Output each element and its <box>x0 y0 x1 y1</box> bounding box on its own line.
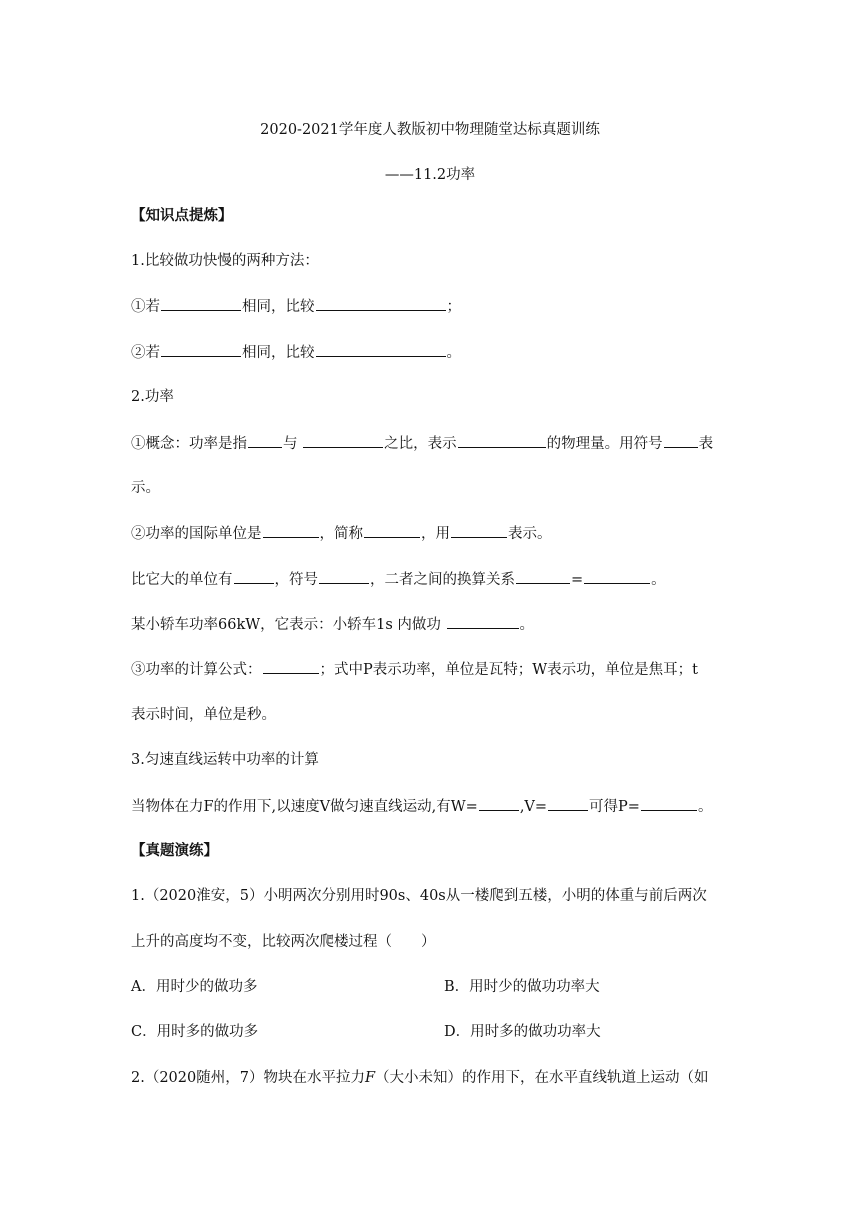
fill-blank[interactable] <box>161 296 241 311</box>
q1-option-b[interactable]: B．用时少的做功功率大 <box>444 979 600 995</box>
item2-formula-line2: 表示时间，单位是秒。 <box>131 707 276 723</box>
text-segment: 当物体在力F的作用下,以速度V做匀速直线运动,有W= <box>131 799 478 815</box>
text-segment: 比它大的单位有 <box>131 572 233 588</box>
text-segment: ，用 <box>421 526 450 542</box>
text-segment: ③功率的计算公式： <box>131 662 262 678</box>
fill-blank[interactable] <box>447 614 519 629</box>
fill-blank[interactable] <box>319 569 369 584</box>
fill-blank[interactable] <box>364 523 420 538</box>
fill-blank[interactable] <box>248 433 282 448</box>
item3-equation-line <box>131 796 712 817</box>
text-segment: 。 <box>697 799 713 815</box>
text-segment: 的物理量。用符号 <box>546 436 663 452</box>
fill-blank[interactable] <box>316 342 446 357</box>
item2-formula-line1 <box>131 659 698 680</box>
fill-blank[interactable] <box>263 659 319 674</box>
fill-blank[interactable] <box>641 796 697 811</box>
text-segment: ②若 <box>131 345 160 361</box>
q1-option-c[interactable]: C．用时多的做功多 <box>131 1024 259 1040</box>
fill-blank[interactable] <box>451 523 507 538</box>
document-title: 2020-2021学年度人教版初中物理随堂达标真题训练 <box>260 122 600 138</box>
text-segment: ②功率的国际单位是 <box>131 526 262 542</box>
q1-stem-line1: 1.（2020淮安，5）小明两次分别用时90s、40s从一楼爬到五楼，小明的体重与前后两次 <box>131 888 707 904</box>
text-segment: ①概念：功率是指 <box>131 436 247 452</box>
fill-blank[interactable] <box>516 569 570 584</box>
force-symbol: F <box>364 1070 376 1086</box>
item3-heading: 3.匀速直线运转中功率的计算 <box>131 752 319 768</box>
q1-option-a[interactable]: A．用时少的做功多 <box>131 979 258 995</box>
fill-blank[interactable] <box>458 433 546 448</box>
text-segment: 之比，表示 <box>384 436 457 452</box>
text-segment: 某小轿车功率66kW，它表示：小轿车1s 内做功 <box>131 617 446 633</box>
fill-blank[interactable] <box>303 433 383 448</box>
text-segment: 表示。 <box>508 526 552 542</box>
text-segment: 。 <box>446 345 461 361</box>
item2-concept-line2: 示。 <box>131 480 160 496</box>
text-segment: 可得P= <box>589 799 640 815</box>
text-segment: 相同，比较 <box>242 299 315 315</box>
item2-unit-line <box>131 523 552 544</box>
text-segment: 2.（2020随州，7）物块在水平拉力 <box>131 1070 365 1086</box>
item2-concept-line1 <box>131 433 713 454</box>
text-segment: ，简称 <box>319 526 363 542</box>
section-heading-knowledge: 【知识点提炼】 <box>131 207 233 224</box>
item1-heading: 1.比较做功快慢的两种方法： <box>131 253 319 269</box>
fill-blank[interactable] <box>584 569 650 584</box>
text-segment: 。 <box>519 617 535 633</box>
text-segment: 。 <box>651 572 666 588</box>
text-segment: 相同，比较 <box>242 345 315 361</box>
text-segment: ； <box>446 299 461 315</box>
text-segment: ，符号 <box>274 572 318 588</box>
text-segment: 表 <box>698 436 714 452</box>
text-segment: ①若 <box>131 299 160 315</box>
fill-blank[interactable] <box>664 433 698 448</box>
q1-stem-line2: 上升的高度均不变，比较两次爬楼过程（ ） <box>131 934 436 950</box>
text-segment: 与 <box>283 436 303 452</box>
text-segment: ；式中P表示功率，单位是瓦特；W表示功，单位是焦耳；t <box>319 662 698 678</box>
q2-stem-line1 <box>131 1068 709 1088</box>
fill-blank[interactable] <box>479 796 519 811</box>
text-segment: ，二者之间的换算关系 <box>370 572 515 588</box>
item2-heading: 2.功率 <box>131 389 174 405</box>
document-subtitle: ——11.2功率 <box>384 167 476 183</box>
section-heading-practice: 【真题演练】 <box>131 842 218 859</box>
fill-blank[interactable] <box>548 796 588 811</box>
item1-line1 <box>131 296 461 317</box>
q1-option-d[interactable]: D．用时多的做功功率大 <box>444 1024 601 1040</box>
item2-car-line <box>131 614 534 635</box>
item2-bigger-unit-line <box>131 569 666 590</box>
fill-blank[interactable] <box>263 523 319 538</box>
text-segment: （大小未知）的作用下，在水平直线轨道上运动（如 <box>375 1070 709 1086</box>
fill-blank[interactable] <box>316 296 446 311</box>
fill-blank[interactable] <box>234 569 274 584</box>
text-segment: ,V= <box>519 799 548 815</box>
text-segment: = <box>571 572 584 588</box>
item1-line2 <box>131 342 461 363</box>
fill-blank[interactable] <box>161 342 241 357</box>
